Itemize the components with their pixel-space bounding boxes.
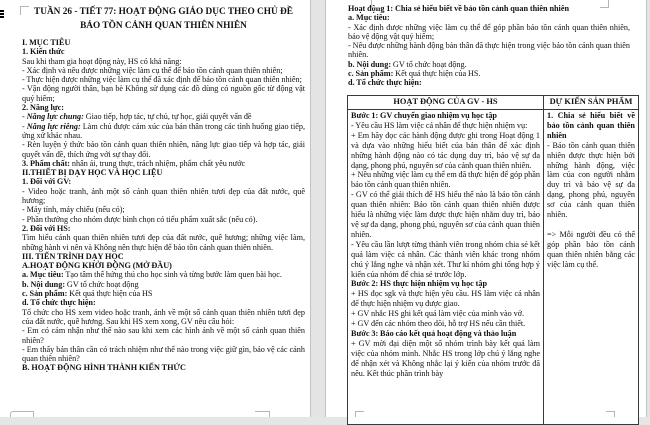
paragraph: c. Sản phẩm: Kết quả thực hiện của HS: [22, 289, 153, 299]
previous-table-bottom-mark: [371, 0, 380, 8]
paragraph: - Máy tính, máy chiếu (nếu có);: [22, 205, 125, 215]
page1-text-area: [22, 5, 305, 373]
paragraph: Sau khi tham gia hoạt động này, HS có khả năng:: [22, 56, 182, 66]
paragraph: - Năng lực riêng: Làm chủ được cảm xúc của bản thân trong các tình huống giao tiếp, ứng xử khác nhau.: [22, 121, 305, 140]
paragraph: - Rèn luyện ý thức bảo tồn cảnh quan thiên nhiên, năng lực giao tiếp và hợp tác, giải quyết vấn đề, thích ứng với sự thay đổi.: [22, 140, 305, 159]
document-page-1: [0, 0, 310, 417]
cell-gv-hs-activities: [348, 110, 544, 425]
paragraph: c. Sản phẩm: Kết quả thực hiện của HS.: [348, 69, 481, 79]
column-header-expected-output: DỰ KIẾN SẢN PHẨM: [549, 97, 633, 106]
paragraph: + Nêu những việc làm cụ thể em đã thực hiện để góp phần bảo tồn cảnh quan thiên nhiên.: [351, 170, 540, 190]
paragraph: I. MỤC TIÊU: [22, 38, 71, 47]
paragraph: 3. Phẩm chất: nhân ái, trung thực, trách nhiệm, phẩm chất yêu nước: [22, 158, 246, 168]
paragraph: - Yêu cầu lần lượt từng thành viên trong nhóm chia sẻ kết quả làm việc cá nhân. Các thành viên khác trong nhóm chú ý lắng nghe và nhận xét. Thư kí nhóm ghi tổng hợp ý kiến của nhóm để chia sẻ trước lớp.: [351, 239, 540, 279]
paragraph: b. Nội dung: GV tổ chức hoạt động: [22, 279, 139, 289]
paragraph: III. TIẾN TRÌNH DẠY HỌC: [22, 251, 124, 261]
paragraph: - Thực hiện được những việc làm cụ thể đã xác định để bảo tồn cảnh quan thiên nhiên;: [22, 75, 302, 85]
paragraph: A.HOẠT ĐỘNG KHỞI ĐỘNG (MỞ ĐẦU): [22, 261, 172, 271]
paragraph: II.THIẾT BỊ DẠY HỌC VÀ HỌC LIỆU: [22, 168, 163, 178]
paragraph: 2. Năng lực:: [22, 103, 65, 113]
paragraph: + Em hãy đọc các hành động được ghi trong Hoạt động 1 và dựa vào những hiểu biết của bản thân để xác định những hành động nào có tác dụng duy trì, bảo vệ sự đa dạng, phong phú, nguyên sơ của cảnh quan thiên nhiên.: [351, 130, 540, 170]
paragraph: + HS đọc sgk và thực hiện yêu cầu. HS làm việc cá nhân để thực hiện nhiệm vụ được giao.: [351, 289, 540, 309]
paragraph: + GV nhắc HS ghi kết quả làm việc của mình vào vở.: [351, 309, 525, 319]
document-title: [22, 5, 305, 33]
paragraph: - Bảo tồn cảnh quan thiên nhiên được thực hiện bởi những hành động, việc làm của con người nhằm duy trì và bảo vệ sự đa dạng, phong phú, nguyên sơ của cảnh quan thiên nhiên.: [547, 140, 635, 220]
title-line-2: BẢO TỒN CẢNH QUAN THIÊN NHIÊN: [80, 21, 247, 31]
paragraph: + GV đến các nhóm theo dõi, hỗ trợ HS nếu cần thiết.: [351, 319, 526, 329]
page2-text-area: [348, 4, 630, 88]
paragraph: 1. Chia sẻ hiểu biết về bảo tồn cảnh quan thiên nhiên: [547, 111, 635, 140]
paragraph: Tìm hiểu cảnh quan thiên nhiên tươi đẹp của đất nước, quê hương; những việc làm, những hành vi nên và Không nên thực hiện để bảo tồn cảnh quan thiên nhiên.: [22, 233, 305, 252]
paragraph: + GV mời đại diện một số nhóm trình bày kết quả làm việc của nhóm mình. Nhắc HS trong lớp chú ý lắng nghe để nhận xét và Không nhắc lại ý kiến của nhóm trước đã nêu. Kết thúc phần trình bày: [351, 338, 540, 378]
paragraph: 1. Kiến thức: [22, 47, 65, 57]
activity-table-body-row: [348, 110, 638, 425]
paragraph: d. Tổ chức thực hiện:: [22, 298, 96, 308]
paragraph: - Em thấy bản thân cần có trách nhiệm như thế nào trong việc giữ gìn, bảo vệ các cảnh quan thiên nhiên?: [22, 344, 305, 364]
expected-products-text: [547, 111, 635, 220]
paragraph: Bước 2: HS thực hiện nhiệm vụ học tập: [351, 279, 488, 289]
page2-intro: [348, 4, 630, 88]
paragraph: a. Mục tiêu:: [348, 13, 390, 23]
paragraph: => Mỗi người đều có thể góp phần bảo tồn cảnh quan thiên nhiên bằng các việc làm cụ thể.: [547, 229, 635, 269]
paragraph: Bước 1: GV chuyển giao nhiệm vụ học tập: [351, 111, 497, 120]
paragraph: a. Mục tiêu: Tạo tâm thế hứng thú cho học sinh và từng bước làm quen bài học.: [22, 270, 282, 280]
paragraph: Hoạt động 1: Chia sẻ hiểu biết về bảo tồn cảnh quan thiên nhiên: [348, 4, 570, 13]
paragraph: 1. Đối với GV:: [22, 177, 72, 187]
paragraph: - Vận động người thân, bạn bè Không sử dụng các đồ dùng có nguồn gốc từ động vật quý hiếm;: [22, 84, 305, 103]
column-header-gv-hs: HOẠT ĐỘNG CỦA GV - HS: [348, 96, 544, 109]
activity-table-header-row: [348, 96, 638, 110]
cut-off-ui-icon: [0, 10, 4, 19]
desk-background-strip: [646, 0, 650, 417]
paragraph: - Em có cảm nhận như thế nào sau khi xem các hình ảnh về một số cảnh quan thiên nhiên?: [22, 326, 305, 345]
paragraph: - Video hoặc tranh, ảnh một số cảnh quan thiên nhiên tươi đẹp của đất nước, quê hương;: [22, 186, 305, 206]
text-boundary-mark: [20, 6, 29, 15]
paragraph: 2. Đối với HS:: [22, 223, 71, 233]
paragraph: B. HOẠT ĐỘNG HÌNH THÀNH KIẾN THỨC: [22, 363, 186, 373]
text-boundary-mark: [355, 411, 364, 417]
page-gap: [310, 0, 326, 417]
paragraph: - Yêu cầu HS làm việc cá nhân để thực hiện nhiệm vụ:: [351, 120, 528, 130]
paragraph: - Xác định được những việc làm cụ thể để góp phần bảo tồn cảnh quan thiên nhiên, bảo vệ động vật quý hiếm;: [348, 22, 630, 41]
paragraph: - Năng lực chung: Giao tiếp, hợp tác, tự chủ, tự học, giải quyết vấn đề: [22, 112, 252, 122]
paragraph: - Xác định và nêu được những việc làm cụ thể để bảo tồn cảnh quan thiên nhiên;: [22, 65, 283, 75]
next-table-top-border-mark: [255, 411, 270, 417]
next-table-top-border-mark: [10, 411, 34, 417]
text-boundary-mark: [606, 411, 615, 417]
previous-table-bottom-mark: [600, 0, 609, 8]
title-line-1: TUẦN 26 - TIẾT 77: HOẠT ĐỘNG GIÁO DỤC THEO CHỦ ĐỀ: [34, 7, 293, 17]
paragraph: d. Tổ chức thực hiện:: [348, 78, 422, 88]
page1-body: [22, 38, 305, 373]
paragraph: Tổ chức cho HS xem video hoặc tranh, ảnh về một số cảnh quan thiên nhiên tươi đẹp của đất nước, quê hương. Sau khi HS xem xong, GV nêu câu hỏi:: [22, 307, 305, 326]
paragraph: - Phần thưởng cho nhóm được bình chọn có tiểu phẩm xuất sắc (nếu có).: [22, 214, 258, 224]
paragraph: - GV có thể giải thích để HS hiểu thế nào là bảo tồn cảnh quan thiên nhiên: Bảo tồn cảnh quan thiên nhiên được hiểu là những việc làm được thực hiện nhằm duy trì, bảo vệ sự đa dạng, phong phú, nguyên sơ của cảnh quan thiên nhiên.: [351, 190, 540, 239]
paragraph: - Nêu được những hành động bản thân đã thực hiện trong việc bảo tồn cảnh quan thiên nhiên.: [348, 41, 630, 60]
activity-table: [347, 95, 639, 425]
expected-products-conclusion: [547, 230, 635, 270]
cell-expected-products: [544, 110, 638, 425]
paragraph: b. Nội dung: GV tổ chức hoạt động.: [348, 59, 467, 69]
document-page-2: [326, 0, 646, 417]
paragraph: Bước 3: Báo cáo kết quả hoạt động và thảo luận: [351, 328, 517, 338]
